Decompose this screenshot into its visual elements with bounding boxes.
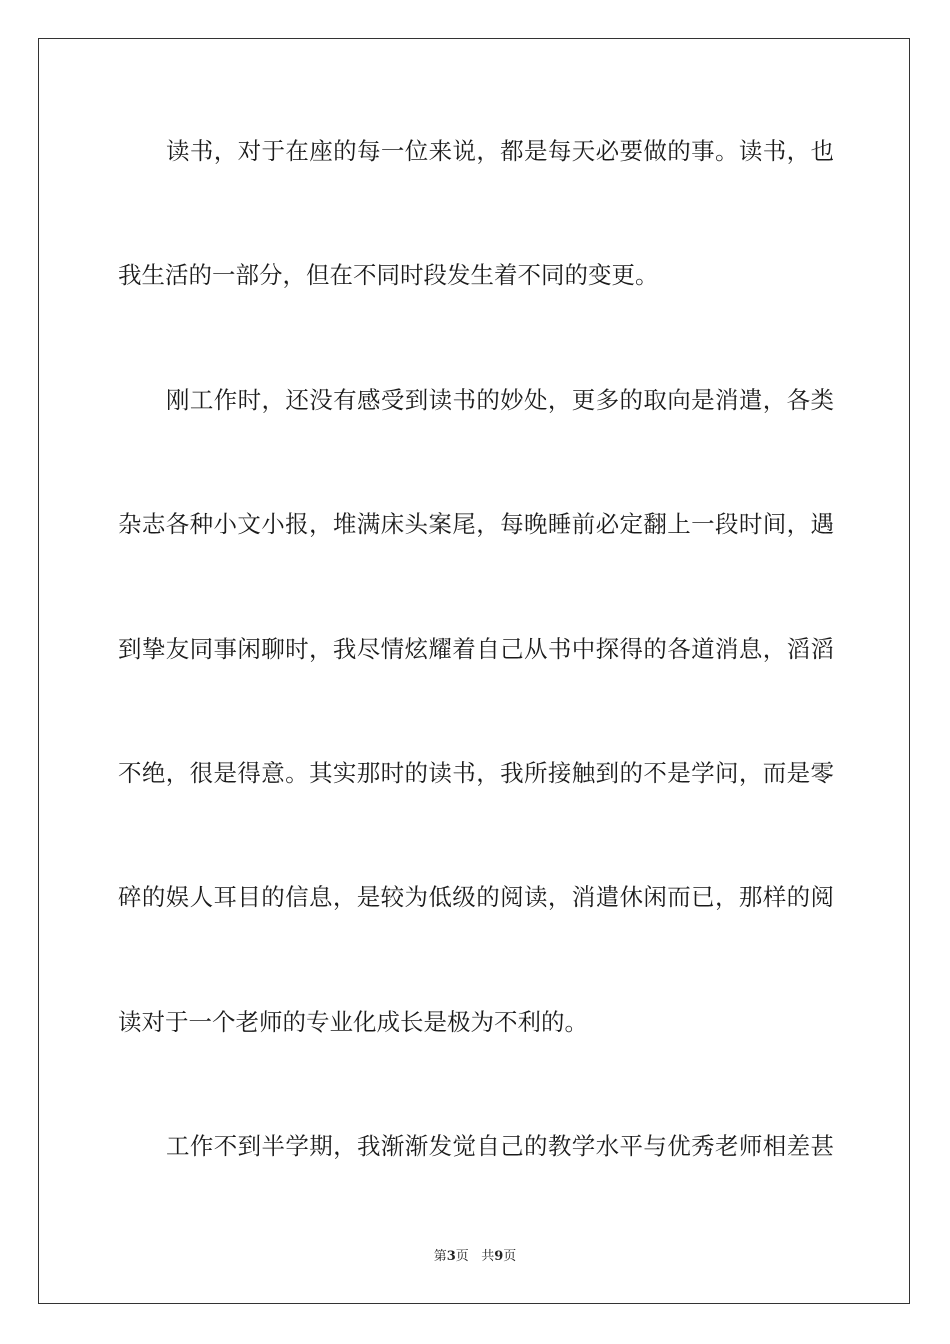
paragraph-2-line-3: 到挚友同事闲聊时，我尽情炫耀着自己从书中探得的各道消息，滔滔 [118, 634, 834, 663]
page-suffix: 页 [455, 1249, 469, 1264]
paragraph-2-line-5: 碎的娱人耳目的信息，是较为低级的阅读，消遣休闲而已，那样的阅 [118, 883, 834, 912]
paragraph-2-line-1: 刚工作时，还没有感受到读书的妙处，更多的取向是消遣，各类 [166, 385, 834, 414]
total-page-number: 9 [494, 1249, 504, 1264]
total-prefix: 共 [481, 1249, 495, 1264]
paragraph-3-line-1: 工作不到半学期，我渐渐发觉自己的教学水平与优秀老师相差甚 [166, 1132, 834, 1161]
paragraph-2-line-6: 读对于一个老师的专业化成长是极为不利的。 [118, 1007, 588, 1036]
current-page-number: 3 [446, 1249, 456, 1264]
paragraph-1-line-2: 我生活的一部分，但在不同时段发生着不同的变更。 [118, 261, 659, 290]
page-footer [0, 1245, 950, 1264]
total-suffix: 页 [503, 1249, 517, 1264]
paragraph-1-line-1: 读书，对于在座的每一位来说，都是每天必要做的事。读书，也 [166, 137, 834, 165]
page-prefix: 第 [433, 1249, 447, 1264]
paragraph-2-line-4: 不绝，很是得意。其实那时的读书，我所接触到的不是学问，而是零 [118, 758, 834, 787]
paragraph-2-line-2: 杂志各种小文小报，堆满床头案尾，每晚睡前必定翻上一段时间，遇 [118, 510, 834, 539]
document-body [118, 126, 834, 1246]
